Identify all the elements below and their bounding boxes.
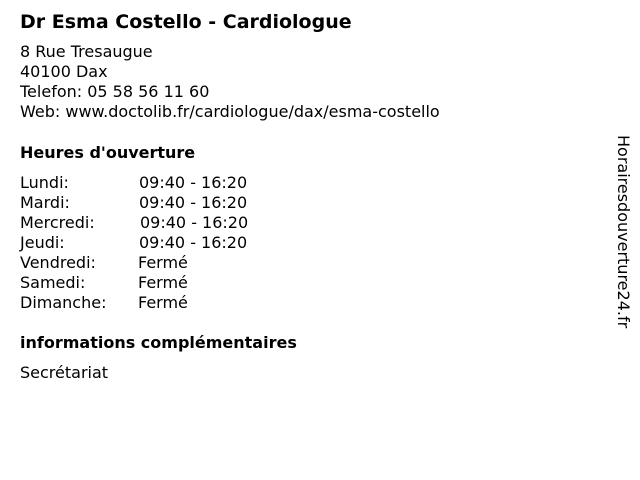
phone-number: Telefon: 05 58 56 11 60 <box>20 82 210 101</box>
day-label: Lundi: <box>20 173 69 192</box>
time-value: 09:40 - 16:20 <box>139 193 248 212</box>
hours-row-sunday <box>20 293 600 313</box>
time-value: Fermé <box>138 253 188 272</box>
listing-card <box>20 10 600 383</box>
time-value: 09:40 - 16:20 <box>140 213 249 232</box>
day-label: Jeudi: <box>20 233 65 252</box>
day-label: Samedi: <box>20 273 86 292</box>
info-text: Secrétariat <box>20 363 109 382</box>
hours-row-thursday <box>20 233 600 253</box>
address-block <box>20 42 600 122</box>
info-heading: informations complémentaires <box>20 333 297 352</box>
time-value: 09:40 - 16:20 <box>139 233 248 252</box>
day-label: Dimanche: <box>20 293 107 312</box>
day-label: Mercredi: <box>20 213 95 232</box>
website-line: Web: www.doctolib.fr/cardiologue/dax/esma-costello <box>20 102 440 121</box>
hours-row-saturday <box>20 273 600 293</box>
hours-table <box>20 173 600 313</box>
hours-row-tuesday <box>20 193 600 213</box>
hours-row-friday <box>20 253 600 273</box>
day-label: Vendredi: <box>20 253 96 272</box>
page-title: Dr Esma Costello - Cardiologue <box>20 11 352 33</box>
time-value: Fermé <box>138 273 188 292</box>
day-label: Mardi: <box>20 193 70 212</box>
hours-heading: Heures d'ouverture <box>20 143 196 162</box>
time-value: 09:40 - 16:20 <box>139 173 248 192</box>
address-city: 40100 Dax <box>20 62 108 81</box>
time-value: Fermé <box>138 293 188 312</box>
address-street: 8 Rue Tresaugue <box>20 42 153 61</box>
site-watermark: Horairesdouverture24.fr <box>614 135 633 329</box>
hours-row-wednesday <box>20 213 600 233</box>
hours-row-monday <box>20 173 600 193</box>
